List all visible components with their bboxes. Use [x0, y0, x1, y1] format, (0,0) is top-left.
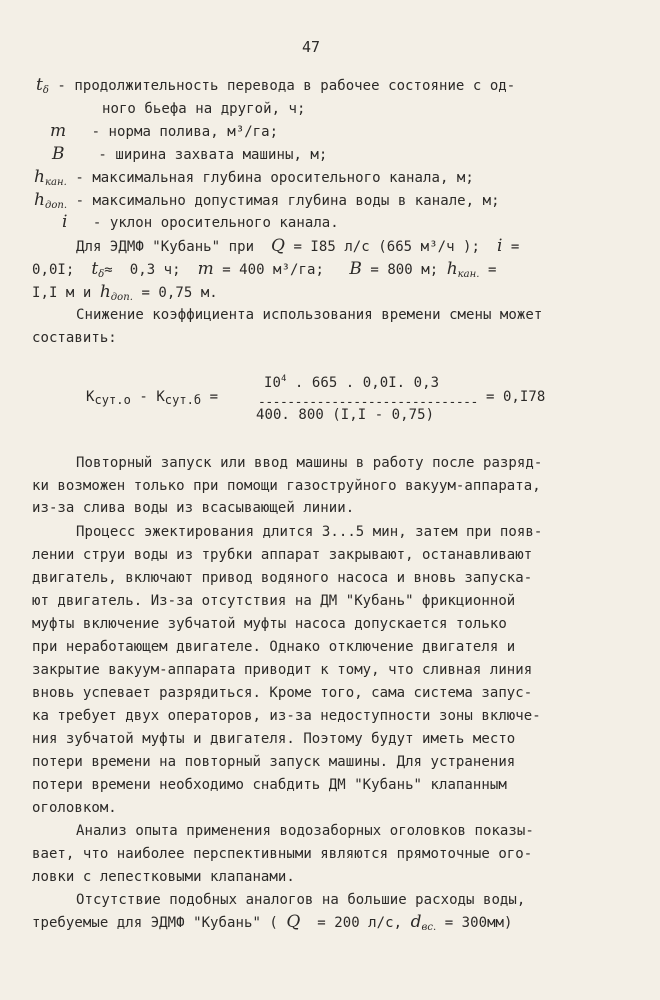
definition-h-kan: $h_{кан.}$ - максимальная глубина оросительного канала, м;: [34, 167, 474, 188]
paragraph-4-line-2: требуемые для ЭДМФ "Кубань" ( Q = 200 л/с, $d_{вс.} = 300мм$): [32, 912, 513, 933]
page-number: 47: [302, 38, 321, 56]
formula-left-side: Ксут.о - Ксут.б =: [86, 389, 219, 407]
given-line-1: Для ЭДМФ "Кубань" при Q = I85 л/с (665 м³/ч ); i =: [76, 236, 520, 256]
paragraph-1-line: Повторный запуск или ввод машины в работу после разряд-: [76, 455, 543, 471]
paragraph-2-line: при неработающем двигателе. Однако отключение двигателя и: [32, 639, 516, 655]
paragraph-3-line: вает, что наиболее перспективными являются прямоточные ого-: [32, 846, 533, 862]
formula-result: = 0,I78: [486, 389, 546, 405]
formula-fraction-bar: ------------------------------: [258, 395, 478, 410]
paragraph-1-line: из-за слива воды из всасывающей линии.: [32, 500, 355, 516]
paragraph-3-line: Анализ опыта применения водозаборных оголовков показы-: [76, 823, 534, 839]
given-line-2: 0,0I; $t_\delta\approx 0,3$ ч; m = 400 м³/га; B = 800 м; $h_{кан.}$ =: [32, 259, 497, 280]
paragraph-2-line: оголовком.: [32, 800, 117, 816]
paragraph-2-line: потери времени на повторный запуск машины. Для устранения: [32, 754, 516, 770]
definition-m: m - норма полива, м³/га;: [50, 121, 279, 141]
reduction-line-2: составить:: [32, 330, 117, 346]
paragraph-2-line: потери времени необходимо снабдить ДМ "Кубань" клапанным: [32, 777, 507, 793]
definition-t-delta-continuation: ного бьефа на другой, ч;: [102, 101, 306, 117]
paragraph-2-line: ния зубчатой муфты и двигателя. Поэтому будут иметь место: [32, 731, 516, 747]
paragraph-2-line: муфты включение зубчатой муфты насоса допускается только: [32, 616, 507, 632]
formula-numerator: $I0^4$ . 665 . 0,0I. 0,3: [264, 374, 440, 391]
definition-b: B - ширина захвата машины, м;: [52, 144, 328, 164]
paragraph-2-line: ка требует двух операторов, из-за недоступности зоны включе-: [32, 708, 541, 724]
paragraph-2-line: вновь успевает разрядиться. Кроме того, сама система запус-: [32, 685, 533, 701]
paragraph-2-line: закрытие вакуум-аппарата приводит к тому, что сливная линия: [32, 662, 533, 678]
paragraph-2-line: лении струи воды из трубки аппарат закрывают, останавливают: [32, 547, 533, 563]
paragraph-3-line: ловки с лепестковыми клапанами.: [32, 869, 295, 885]
definition-i: i - уклон оросительного канала.: [62, 212, 339, 232]
paragraph-2-line: Процесс эжектирования длится 3...5 мин, затем при появ-: [76, 524, 543, 540]
paragraph-2-line: ют двигатель. Из-за отсутствия на ДМ "Кубань" фрикционной: [32, 593, 516, 609]
definition-t-delta: $t_\delta$ - продолжительность перевода в рабочее состояние с од-: [36, 75, 516, 96]
definition-h-dop: $h_{доп.}$ - максимально допустимая глубина воды в канале, м;: [34, 190, 500, 211]
formula-denominator: 400. 800 (I,I - 0,75): [256, 407, 435, 423]
paragraph-4-line-1: Отсутствие подобных аналогов на большие расходы воды,: [76, 892, 526, 908]
paragraph-1-line: ки возможен только при помощи газоструйного вакуум-аппарата,: [32, 478, 541, 494]
paragraph-2-line: двигатель, включают привод водяного насоса и вновь запуска-: [32, 570, 533, 586]
given-line-3: I,I м и $h_{доп.} = 0,75$ м.: [32, 282, 218, 303]
reduction-line-1: Снижение коэффициента использования времени смены может: [76, 307, 543, 323]
